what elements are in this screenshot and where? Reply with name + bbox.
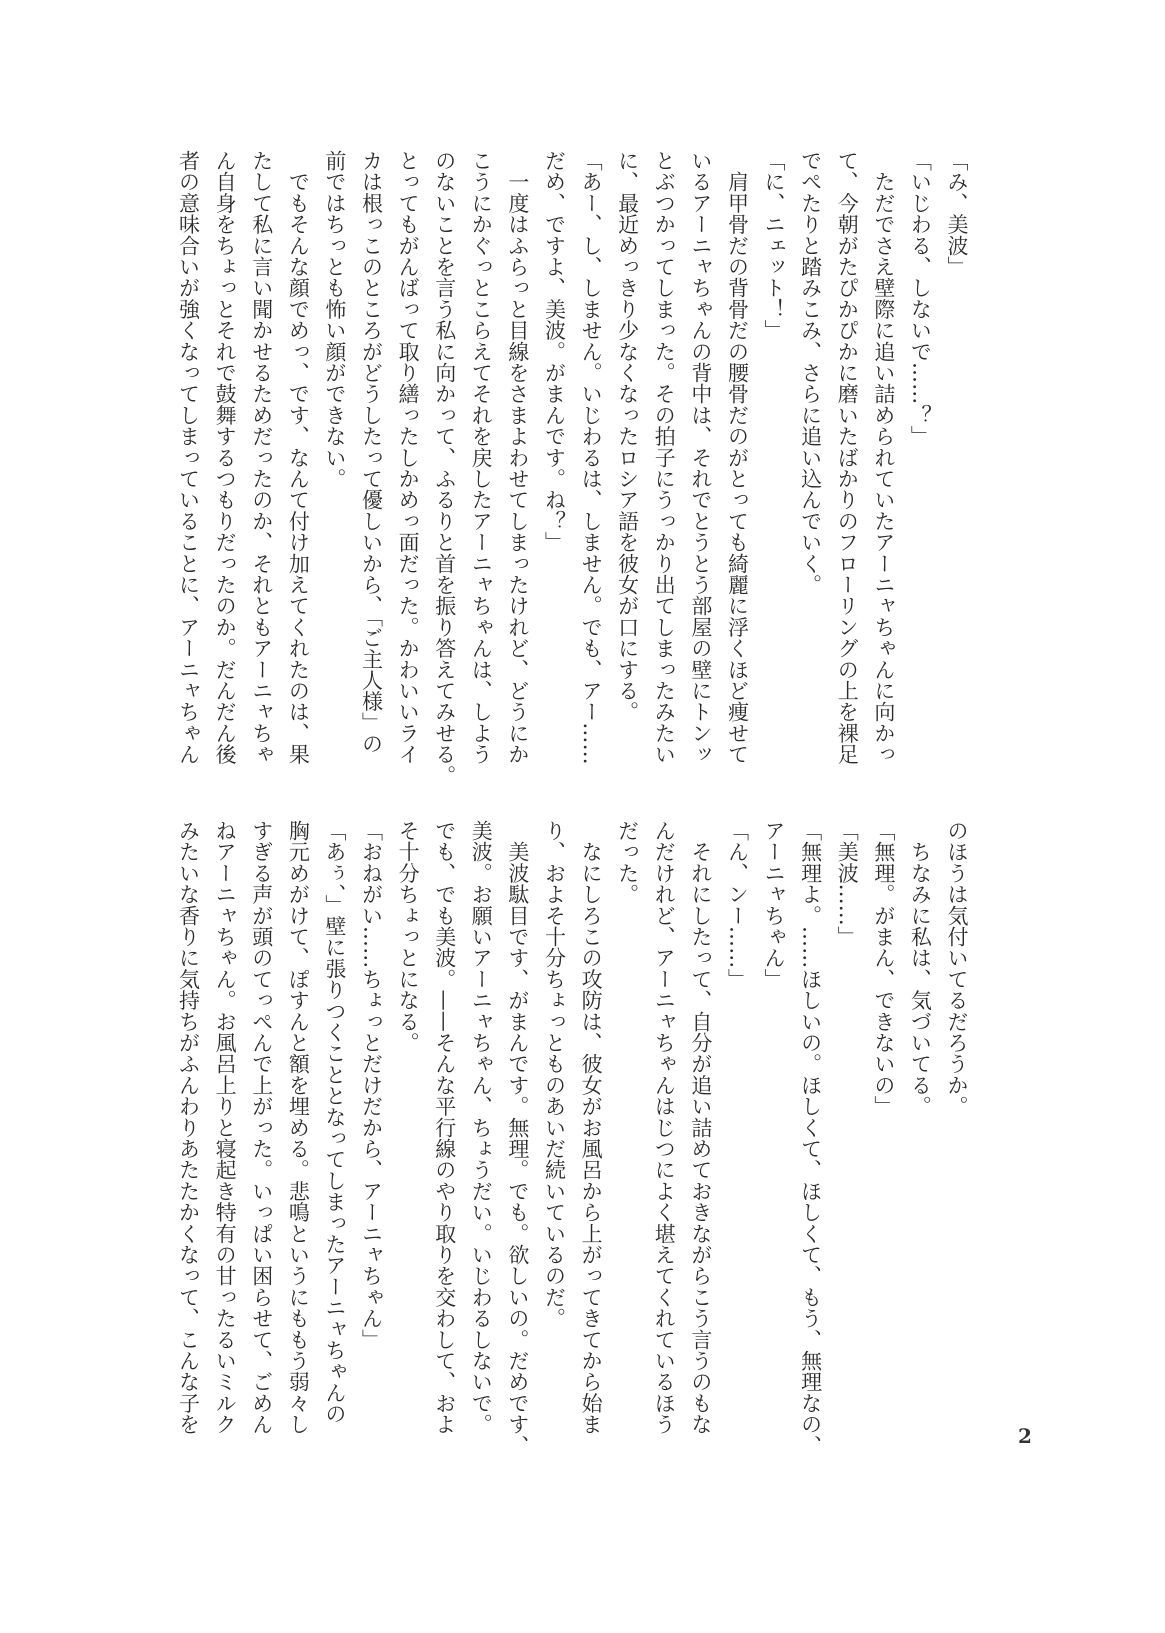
text-line: て、今朝がたぴかぴかに磨いたばかりのフローリングの上を裸足 [835,150,860,765]
text-line: 者の意味合いが強くなってしまっていることに、アーニャちゃん [176,150,201,765]
text-line: とってもがんばって取り繕ったしかめっ面だった。かわいいライ [396,150,421,765]
text-line: 前ではちっとも怖い顔ができない。 [322,150,347,490]
text-line: ちなみに私は、気づいてる。 [908,820,933,1117]
text-line: のほうは気付いてるだろうか。 [945,820,969,1117]
text-line: んだけれど、アーニャちゃんはじつによく堪えてくれているほう [652,820,677,1435]
text-line: なにしろこの攻防は、彼女がお風呂から上がってきてから始ま [579,820,604,1435]
text-line: いるアーニャちゃんの背中は、それでとうとう部屋の壁にトンッ [688,150,713,765]
text-line: 「無理。がまん、できないの」 [871,820,896,1117]
text-line: 胸元めがけて、ぽすんと額を埋める。悲鳴というにももう弱々し [286,820,311,1435]
text-line: すぎる声が頭のてっぺんで上がった。いっぱい困らせて、ごめん [249,820,274,1435]
text-line: こうにかぐっとこらえてそれを戻したアーニャちゃんは、しよう [469,150,494,765]
text-line: でもそんな顔でめっ、です、なんて付け加えてくれたのは、果 [286,150,311,765]
text-line: 肩甲骨だの背骨だの腰骨だのがとっても綺麗に浮くほど痩せて [725,150,750,765]
text-line: 「いじわる、しないで……？」 [908,150,933,447]
text-line: ただでさえ壁際に追い詰められていたアーニャちゃんに向かっ [871,150,896,765]
text-line: カは根っこのところがどうしたって優しいから、「ご主人様」の [359,150,384,755]
text-line: それにしたって、自分が追い詰めておきながらこう言うのもな [688,820,713,1435]
text-line: に、最近めっきり少なくなったロシア語を彼女が口にする。 [615,150,640,723]
text-line: り、およそ十分ちょっとものあいだ続いているのだ。 [542,820,567,1329]
text-line: 「み、美波」 [945,150,969,278]
text-block-bottom [170,820,975,1456]
text-line: だめ、ですよ、美波。がまんです。ね？」 [542,150,567,553]
text-block-top [170,150,975,786]
text-line: でも、でも美波。——そんな平行線のやり取りを交わして、およ [432,820,457,1435]
text-line: アーニャちゃん」 [762,820,787,990]
text-line: 「あぅ、」壁に張りつくこととなってしまったアーニャちゃんの [322,820,347,1425]
text-line: 「無理よ。……ほしいの。ほしくて、ほしくて、もう、無理なの、 [798,820,823,1456]
text-line: たして私に言い聞かせるためだったのか、それともアーニャちゃ [249,150,274,765]
text-line: ねアーニャちゃん。お風呂上りと寝起き特有の甘ったるいミルク [213,820,238,1435]
text-line: でぺたりと踏みこみ、さらに追い込んでいく。 [798,150,823,596]
text-line: 「美波……」 [835,820,860,948]
text-line: 「に、ニェット！」 [762,150,787,341]
text-line: そ十分ちょっとになる。 [396,820,421,1054]
text-line: みたいな香りに気持ちがふんわりあたたかくなって、こんな子を [176,820,201,1435]
text-line: とぶつかってしまった。その拍子にうっかり出てしまったみたい [652,150,677,765]
page-number: 2 [1018,1424,1032,1448]
text-line: のないことを言う私に向かって、ふるりと首を振り答えてみせる。 [432,150,457,786]
text-line: 「おねがい……ちょっとだけだから、アーニャちゃん」 [359,820,384,1350]
text-line: 「ん、ンー……」 [725,820,750,990]
text-line: 美波。お願いアーニャちゃん、ちょうだい。いじわるしないで。 [469,820,494,1435]
text-line: ん自身をちょっとそれで鼓舞するつもりだったのか。だんだん後 [213,150,238,765]
text-line: 「あー、し、しません。いじわるは、しません。でも、アー…… [579,150,604,765]
text-line: だった。 [615,820,640,905]
text-line: 一度はふらっと目線をさまよわせてしまったけれど、どうにか [505,150,530,765]
text-line: 美波駄目です、がまんです。無理。でも。欲しいの。だめです、 [505,820,530,1456]
